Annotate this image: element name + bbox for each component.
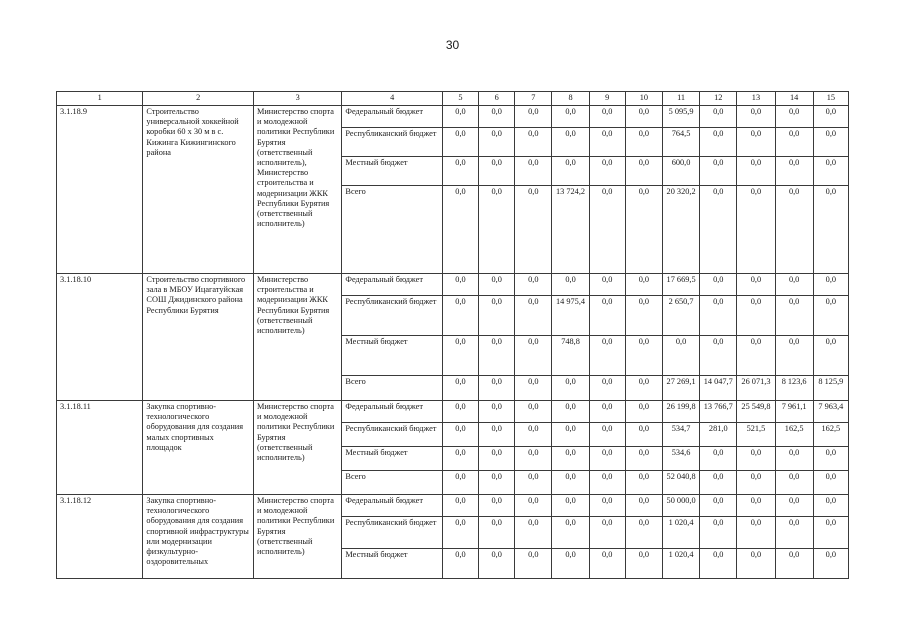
amount-cell: 0,0 [552, 128, 589, 157]
amount-cell: 0,0 [700, 274, 737, 296]
amount-cell: 0,0 [737, 517, 775, 549]
amount-cell: 0,0 [515, 128, 552, 157]
amount-cell: 0,0 [700, 517, 737, 549]
amount-cell: 0,0 [625, 495, 662, 517]
column-number-header: 14 [775, 92, 813, 106]
amount-cell: 0,0 [442, 423, 478, 447]
amount-cell: 0,0 [552, 517, 589, 549]
amount-cell: 0,0 [479, 495, 515, 517]
amount-cell: 0,0 [552, 401, 589, 423]
amount-cell: 0,0 [775, 186, 813, 274]
column-number-header: 9 [589, 92, 625, 106]
column-number-header: 15 [813, 92, 848, 106]
amount-cell: 0,0 [515, 186, 552, 274]
amount-cell: 0,0 [775, 128, 813, 157]
amount-cell: 0,0 [625, 517, 662, 549]
funding-source: Местный бюджет [342, 549, 443, 579]
amount-cell: 0,0 [737, 549, 775, 579]
funding-source: Республиканский бюджет [342, 296, 443, 336]
amount-cell: 0,0 [515, 296, 552, 336]
amount-cell: 0,0 [737, 296, 775, 336]
amount-cell: 0,0 [737, 106, 775, 128]
funding-source: Местный бюджет [342, 447, 443, 471]
budget-table [56, 91, 849, 579]
amount-cell: 162,5 [813, 423, 848, 447]
amount-cell: 0,0 [442, 447, 478, 471]
column-number-header: 12 [700, 92, 737, 106]
amount-cell: 0,0 [589, 106, 625, 128]
amount-cell: 0,0 [442, 296, 478, 336]
amount-cell: 0,0 [589, 471, 625, 495]
amount-cell: 0,0 [813, 296, 848, 336]
amount-cell: 0,0 [479, 517, 515, 549]
amount-cell: 0,0 [479, 376, 515, 401]
amount-cell: 0,0 [589, 336, 625, 376]
column-number-header: 13 [737, 92, 775, 106]
column-number-header: 4 [342, 92, 443, 106]
amount-cell: 0,0 [515, 336, 552, 376]
amount-cell: 0,0 [775, 157, 813, 186]
amount-cell: 0,0 [700, 157, 737, 186]
amount-cell: 0,0 [442, 376, 478, 401]
amount-cell: 748,8 [552, 336, 589, 376]
activity-name: Закупка спортивно-технологического оборудования для создания спортивной инфраструктуры или модернизации физкультурно-оздоровительных [143, 495, 254, 579]
amount-cell: 0,0 [552, 106, 589, 128]
amount-cell: 0,0 [442, 274, 478, 296]
funding-source: Федеральный бюджет [342, 274, 443, 296]
amount-cell: 13 766,7 [700, 401, 737, 423]
activity-code: 3.1.18.11 [57, 401, 143, 495]
amount-cell: 0,0 [737, 128, 775, 157]
amount-cell: 0,0 [625, 423, 662, 447]
amount-cell: 0,0 [479, 447, 515, 471]
amount-cell: 0,0 [515, 549, 552, 579]
amount-cell: 27 269,1 [662, 376, 699, 401]
funding-source: Федеральный бюджет [342, 401, 443, 423]
funding-source: Федеральный бюджет [342, 495, 443, 517]
amount-cell: 0,0 [813, 106, 848, 128]
table-row [57, 106, 849, 128]
amount-cell: 0,0 [700, 447, 737, 471]
amount-cell: 0,0 [700, 296, 737, 336]
activity-code: 3.1.18.9 [57, 106, 143, 274]
funding-source: Местный бюджет [342, 336, 443, 376]
amount-cell: 0,0 [589, 401, 625, 423]
amount-cell: 0,0 [515, 274, 552, 296]
amount-cell: 0,0 [515, 517, 552, 549]
amount-cell: 0,0 [442, 517, 478, 549]
activity-name: Строительство спортивного зала в МБОУ Ицагатуйская СОШ Джидинского района Республики Бурятия [143, 274, 254, 401]
amount-cell: 534,7 [662, 423, 699, 447]
amount-cell: 0,0 [515, 423, 552, 447]
amount-cell: 0,0 [479, 423, 515, 447]
amount-cell: 14 975,4 [552, 296, 589, 336]
column-number-header: 5 [442, 92, 478, 106]
amount-cell: 8 123,6 [775, 376, 813, 401]
amount-cell: 0,0 [813, 471, 848, 495]
amount-cell: 0,0 [775, 274, 813, 296]
responsible-executor: Министерство спорта и молодежной политики Республики Бурятия (ответственный исполнитель), Министерство строительства и модернизации ЖКК Республики Бурятия (ответственный исполнитель) [253, 106, 341, 274]
activity-name: Строительство универсальной хоккейной коробки 60 х 30 м в с. Кижинга Кижингинского района [143, 106, 254, 274]
amount-cell: 0,0 [737, 186, 775, 274]
amount-cell: 0,0 [479, 549, 515, 579]
column-number-header: 1 [57, 92, 143, 106]
amount-cell: 0,0 [589, 423, 625, 447]
amount-cell: 0,0 [552, 549, 589, 579]
column-number-header: 10 [625, 92, 662, 106]
responsible-executor: Министерство строительства и модернизации ЖКК Республики Бурятия (ответственный исполнитель) [253, 274, 341, 401]
amount-cell: 0,0 [479, 186, 515, 274]
amount-cell: 0,0 [813, 128, 848, 157]
amount-cell: 0,0 [737, 157, 775, 186]
amount-cell: 0,0 [813, 186, 848, 274]
amount-cell: 0,0 [442, 106, 478, 128]
amount-cell: 0,0 [479, 157, 515, 186]
amount-cell: 25 549,8 [737, 401, 775, 423]
funding-source: Республиканский бюджет [342, 128, 443, 157]
amount-cell: 8 125,9 [813, 376, 848, 401]
amount-cell: 26 199,8 [662, 401, 699, 423]
funding-source: Республиканский бюджет [342, 423, 443, 447]
amount-cell: 13 724,2 [552, 186, 589, 274]
amount-cell: 0,0 [813, 447, 848, 471]
amount-cell: 0,0 [625, 274, 662, 296]
amount-cell: 0,0 [625, 401, 662, 423]
amount-cell: 0,0 [479, 296, 515, 336]
amount-cell: 0,0 [515, 447, 552, 471]
amount-cell: 0,0 [552, 423, 589, 447]
amount-cell: 0,0 [479, 128, 515, 157]
amount-cell: 0,0 [625, 128, 662, 157]
column-number-header: 8 [552, 92, 589, 106]
amount-cell: 0,0 [552, 274, 589, 296]
amount-cell: 0,0 [700, 128, 737, 157]
amount-cell: 0,0 [813, 336, 848, 376]
amount-cell: 0,0 [813, 517, 848, 549]
column-number-header: 11 [662, 92, 699, 106]
amount-cell: 20 320,2 [662, 186, 699, 274]
column-number-header: 6 [479, 92, 515, 106]
amount-cell: 0,0 [442, 549, 478, 579]
amount-cell: 0,0 [813, 274, 848, 296]
amount-cell: 0,0 [813, 549, 848, 579]
amount-cell: 0,0 [625, 157, 662, 186]
amount-cell: 521,5 [737, 423, 775, 447]
amount-cell: 0,0 [589, 447, 625, 471]
amount-cell: 2 650,7 [662, 296, 699, 336]
amount-cell: 0,0 [775, 495, 813, 517]
amount-cell: 0,0 [515, 106, 552, 128]
amount-cell: 0,0 [625, 186, 662, 274]
funding-source: Федеральный бюджет [342, 106, 443, 128]
funding-source: Всего [342, 471, 443, 495]
amount-cell: 0,0 [442, 471, 478, 495]
table-row [57, 495, 849, 517]
amount-cell: 7 963,4 [813, 401, 848, 423]
amount-cell: 281,0 [700, 423, 737, 447]
column-number-row [57, 92, 849, 106]
amount-cell: 0,0 [589, 186, 625, 274]
amount-cell: 0,0 [700, 336, 737, 376]
amount-cell: 50 000,0 [662, 495, 699, 517]
amount-cell: 0,0 [442, 128, 478, 157]
column-number-header: 7 [515, 92, 552, 106]
amount-cell: 0,0 [775, 336, 813, 376]
amount-cell: 0,0 [700, 186, 737, 274]
amount-cell: 0,0 [775, 296, 813, 336]
amount-cell: 0,0 [479, 274, 515, 296]
activity-name: Закупка спортивно-технологического оборудования для создания малых спортивных площадок [143, 401, 254, 495]
amount-cell: 0,0 [552, 157, 589, 186]
amount-cell: 0,0 [737, 471, 775, 495]
amount-cell: 0,0 [700, 549, 737, 579]
amount-cell: 0,0 [737, 336, 775, 376]
amount-cell: 0,0 [442, 495, 478, 517]
amount-cell: 1 020,4 [662, 549, 699, 579]
amount-cell: 0,0 [442, 157, 478, 186]
amount-cell: 0,0 [775, 447, 813, 471]
amount-cell: 0,0 [775, 549, 813, 579]
amount-cell: 7 961,1 [775, 401, 813, 423]
amount-cell: 0,0 [589, 549, 625, 579]
amount-cell: 0,0 [589, 517, 625, 549]
amount-cell: 0,0 [515, 157, 552, 186]
amount-cell: 0,0 [589, 296, 625, 336]
amount-cell: 0,0 [589, 376, 625, 401]
amount-cell: 0,0 [737, 495, 775, 517]
table-row [57, 401, 849, 423]
amount-cell: 0,0 [625, 336, 662, 376]
amount-cell: 0,0 [625, 471, 662, 495]
amount-cell: 0,0 [775, 471, 813, 495]
amount-cell: 0,0 [625, 447, 662, 471]
amount-cell: 0,0 [552, 376, 589, 401]
amount-cell: 600,0 [662, 157, 699, 186]
responsible-executor: Министерство спорта и молодежной политики Республики Бурятия (ответственный исполнитель) [253, 495, 341, 579]
amount-cell: 1 020,4 [662, 517, 699, 549]
amount-cell: 534,6 [662, 447, 699, 471]
amount-cell: 0,0 [589, 274, 625, 296]
amount-cell: 14 047,7 [700, 376, 737, 401]
amount-cell: 0,0 [775, 106, 813, 128]
column-number-header: 2 [143, 92, 254, 106]
amount-cell: 0,0 [775, 517, 813, 549]
amount-cell: 0,0 [515, 376, 552, 401]
amount-cell: 0,0 [662, 336, 699, 376]
amount-cell: 52 040,8 [662, 471, 699, 495]
amount-cell: 0,0 [442, 336, 478, 376]
amount-cell: 0,0 [515, 495, 552, 517]
amount-cell: 0,0 [700, 495, 737, 517]
amount-cell: 0,0 [625, 549, 662, 579]
amount-cell: 17 669,5 [662, 274, 699, 296]
funding-source: Республиканский бюджет [342, 517, 443, 549]
page-number: 30 [445, 38, 460, 52]
amount-cell: 0,0 [515, 401, 552, 423]
amount-cell: 0,0 [442, 401, 478, 423]
amount-cell: 0,0 [737, 447, 775, 471]
amount-cell: 0,0 [515, 471, 552, 495]
amount-cell: 0,0 [625, 106, 662, 128]
amount-cell: 0,0 [479, 336, 515, 376]
amount-cell: 0,0 [813, 157, 848, 186]
funding-source: Всего [342, 376, 443, 401]
amount-cell: 0,0 [625, 296, 662, 336]
amount-cell: 5 095,9 [662, 106, 699, 128]
amount-cell: 162,5 [775, 423, 813, 447]
amount-cell: 764,5 [662, 128, 699, 157]
table-row [57, 274, 849, 296]
amount-cell: 0,0 [625, 376, 662, 401]
funding-source: Всего [342, 186, 443, 274]
amount-cell: 0,0 [589, 495, 625, 517]
responsible-executor: Министерство спорта и молодежной политики Республики Бурятия (ответственный исполнитель) [253, 401, 341, 495]
amount-cell: 0,0 [552, 471, 589, 495]
amount-cell: 0,0 [479, 106, 515, 128]
amount-cell: 0,0 [442, 186, 478, 274]
funding-source: Местный бюджет [342, 157, 443, 186]
amount-cell: 0,0 [737, 274, 775, 296]
amount-cell: 0,0 [479, 401, 515, 423]
amount-cell: 0,0 [589, 157, 625, 186]
amount-cell: 26 071,3 [737, 376, 775, 401]
amount-cell: 0,0 [589, 128, 625, 157]
column-number-header: 3 [253, 92, 341, 106]
amount-cell: 0,0 [700, 106, 737, 128]
amount-cell: 0,0 [479, 471, 515, 495]
activity-code: 3.1.18.12 [57, 495, 143, 579]
activity-code: 3.1.18.10 [57, 274, 143, 401]
amount-cell: 0,0 [552, 495, 589, 517]
amount-cell: 0,0 [552, 447, 589, 471]
amount-cell: 0,0 [700, 471, 737, 495]
amount-cell: 0,0 [813, 495, 848, 517]
